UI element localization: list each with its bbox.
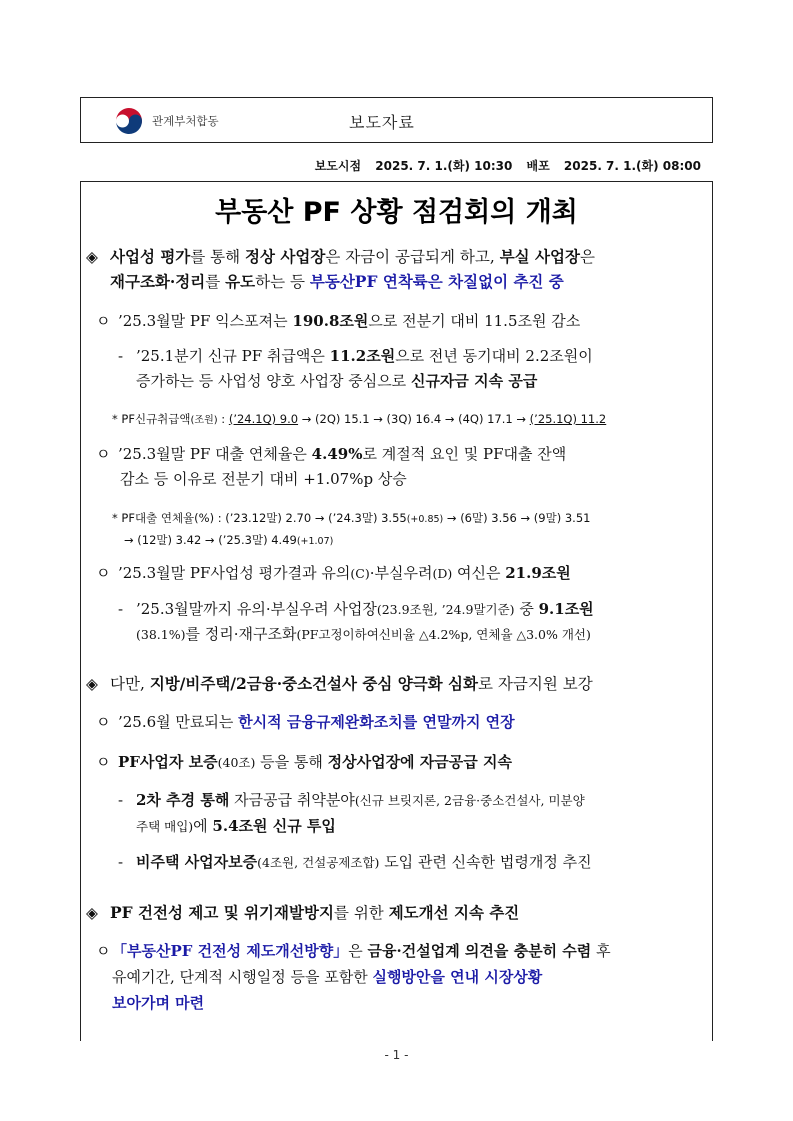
text: ’25.6월 만료되는: [118, 713, 239, 731]
text: ’25.1분기 신규 PF 취급액은: [136, 347, 330, 365]
doc-type: 보도자료: [349, 113, 415, 132]
text: 정상사업장에 자금공급 지속: [327, 753, 512, 771]
dash-bullet: -: [118, 600, 124, 618]
section1-line2: [110, 271, 564, 293]
section2-line1: [86, 673, 593, 695]
text: (40조): [217, 755, 256, 770]
text: → (2Q) 15.1 → (3Q) 16.4 → (4Q) 17.1 →: [298, 412, 530, 426]
text: PF 건전성 제고 및 위기재발방지: [110, 903, 334, 922]
text: → (12말) 3.42 →: [124, 533, 219, 547]
section3-line1: [86, 902, 519, 924]
text: → (6말) 3.56 → (9말) 3.51: [443, 511, 591, 525]
s1-dash3: [118, 599, 594, 620]
text: (23.9조원, ’24.9말기준): [376, 602, 515, 617]
text: 으로 전분기 대비 11.5조원 감소: [368, 312, 581, 330]
page-number: - 1 -: [384, 1048, 409, 1062]
circle-bullet-icon: ㅇ: [96, 942, 111, 960]
government-emblem-icon: [115, 107, 143, 135]
distribution-label: 배포: [526, 159, 550, 173]
dash-bullet: -: [118, 791, 124, 809]
text: (D): [432, 566, 453, 581]
highlight-text: 실행방안을 연내 시장상황: [372, 968, 543, 986]
agency-name: 관계부처합동: [152, 114, 219, 128]
text: ’25.3월말까지 유의·부실우려 사업장: [136, 600, 377, 618]
text: ’25.3월말 PF사업성 평가결과 유의: [118, 564, 351, 582]
text: (+0.85): [406, 514, 444, 525]
text: PF대출 연체율(%) : (’23.12말) 2.70 → (’24.3말) 3.55: [121, 511, 407, 525]
diamond-bullet-icon: ◈: [86, 904, 98, 922]
text: 정상 사업장: [245, 247, 326, 266]
highlight-text: 부동산PF 연착륙은 차질없이 추진 중: [309, 272, 564, 291]
text: 중: [514, 600, 539, 618]
circle-bullet-icon: ㅇ: [96, 564, 111, 582]
s3-bullet1: [96, 941, 611, 962]
text: :: [217, 412, 229, 426]
text: 유도: [225, 272, 256, 291]
text: 으로 전년 동기대비 2.2조원이: [395, 347, 593, 365]
text: 제도개선 지속 추진: [388, 903, 520, 922]
text: PF신규취급액: [121, 412, 191, 426]
text: 재구조화·정리: [110, 272, 206, 291]
text: 증가하는 등 사업성 양호 사업장 중심으로: [136, 372, 411, 390]
text: 은: [579, 248, 595, 266]
circle-bullet-icon: ㅇ: [96, 312, 111, 330]
text: 자금공급 취약분야: [229, 791, 355, 809]
s2-dash2: [118, 852, 592, 873]
text: *: [112, 511, 118, 525]
diamond-bullet-icon: ◈: [86, 675, 98, 693]
s1-bullet1: [96, 311, 580, 332]
s1-dash1-cont: [136, 371, 537, 392]
text: (38.1%): [136, 627, 186, 642]
dash-bullet: -: [118, 347, 124, 365]
text: 에: [193, 817, 213, 835]
text: 지방/비주택/2금융·중소건설사 중심 양극화 심화: [149, 674, 478, 693]
text: (’25.1Q) 11.2: [529, 412, 607, 426]
s2-dash1-cont: [136, 816, 336, 837]
note-delinquency: [112, 508, 590, 530]
text: (+1.07): [296, 536, 334, 547]
text: 도입 관련 신속한 법령개정 추진: [379, 853, 592, 871]
circle-bullet-icon: ㅇ: [96, 753, 111, 771]
text: 를 통해: [190, 248, 246, 266]
text: 등을 통해: [255, 753, 328, 771]
section1-line1: [86, 246, 595, 268]
highlight-text: 한시적 금융규제완화조치를 연말까지 연장: [238, 713, 515, 731]
text: ’25.3월말 PF 익스포져는: [118, 312, 293, 330]
text: 비주택 사업자보증: [136, 853, 258, 871]
text: 를 위한: [333, 904, 389, 922]
text: 은 자금이 공급되게 하고,: [325, 248, 500, 266]
text: 5.4조원 신규 투입: [212, 817, 336, 835]
text: 190.8조원: [292, 312, 369, 330]
text: ·부실우려: [369, 564, 433, 582]
text: (’25.3말) 4.49: [218, 533, 297, 547]
text: 유예기간, 단계적 시행일정 등을 포함한: [112, 968, 373, 986]
highlight-text: 보아가며 마련: [112, 994, 205, 1012]
text: 신규자금 지속 공급: [410, 372, 538, 390]
release-date: 2025. 7. 1.(화) 10:30: [375, 159, 513, 173]
circle-bullet-icon: ㅇ: [96, 445, 111, 463]
text: 로 자금지원 보강: [478, 675, 593, 693]
s1-bullet3: [96, 563, 571, 584]
s2-bullet1: [96, 712, 515, 733]
s2-bullet2: [96, 752, 512, 773]
text: 금융·건설업계 의견을 충분히 수렴: [367, 942, 592, 960]
text: 21.9조원: [505, 564, 571, 582]
text: 4.49%: [311, 445, 363, 463]
text: 로 계절적 요인 및 PF대출 잔액: [362, 445, 567, 463]
s1-bullet2: [96, 444, 566, 465]
highlight-text: 「부동산PF 건전성 제도개선방향」: [112, 942, 349, 960]
text: 여신은: [452, 564, 506, 582]
note-delinquency-cont: [124, 530, 333, 552]
s3-bullet1-cont2: [112, 993, 204, 1014]
header-box: [80, 97, 713, 143]
text: 를 정리·재구조화: [185, 625, 297, 643]
text: 다만,: [110, 675, 150, 693]
release-info: [315, 157, 701, 174]
text: 감소 등 이유로 전분기 대비 +1.07%p 상승: [120, 470, 407, 488]
text: (신규 브릿지론, 2금융·중소건설사, 미분양: [354, 793, 585, 808]
text: PF사업자 보증: [118, 753, 218, 771]
s1-dash1: [118, 346, 593, 367]
s1-dash3-cont: [136, 624, 591, 645]
distribution-date: 2025. 7. 1.(화) 08:00: [563, 159, 701, 173]
text: 부실 사업장: [499, 247, 580, 266]
text: 11.2조원: [329, 347, 396, 365]
text: (C): [350, 566, 370, 581]
text: 사업성 평가: [110, 247, 191, 266]
circle-bullet-icon: ㅇ: [96, 713, 111, 731]
text: 를: [205, 273, 226, 291]
s2-dash1: [118, 790, 585, 811]
text: 은: [348, 942, 368, 960]
s1-bullet2-cont: [120, 469, 407, 490]
text: *: [112, 412, 118, 426]
release-label: 보도시점: [314, 159, 362, 173]
s3-bullet1-cont: [112, 967, 542, 988]
note-pf-new-lending: [112, 409, 606, 431]
text: ’25.3월말 PF 대출 연체율은: [118, 445, 312, 463]
text: 2차 추경 통해: [136, 791, 230, 809]
text: 주택 매입): [136, 819, 194, 834]
text: (조원): [190, 415, 218, 426]
text: (4조원, 건설공제조합): [257, 855, 380, 870]
text: 후: [591, 942, 611, 960]
page-title: 부동산 PF 상황 점검회의 개최: [215, 197, 578, 228]
text: 하는 등: [255, 273, 310, 291]
text: (PF고정이하여신비율 △4.2%p, 연체율 △3.0% 개선): [296, 627, 591, 642]
dash-bullet: -: [118, 853, 124, 871]
text: (’24.1Q) 9.0: [228, 412, 299, 426]
text: 9.1조원: [538, 600, 594, 618]
diamond-bullet-icon: ◈: [86, 248, 98, 266]
